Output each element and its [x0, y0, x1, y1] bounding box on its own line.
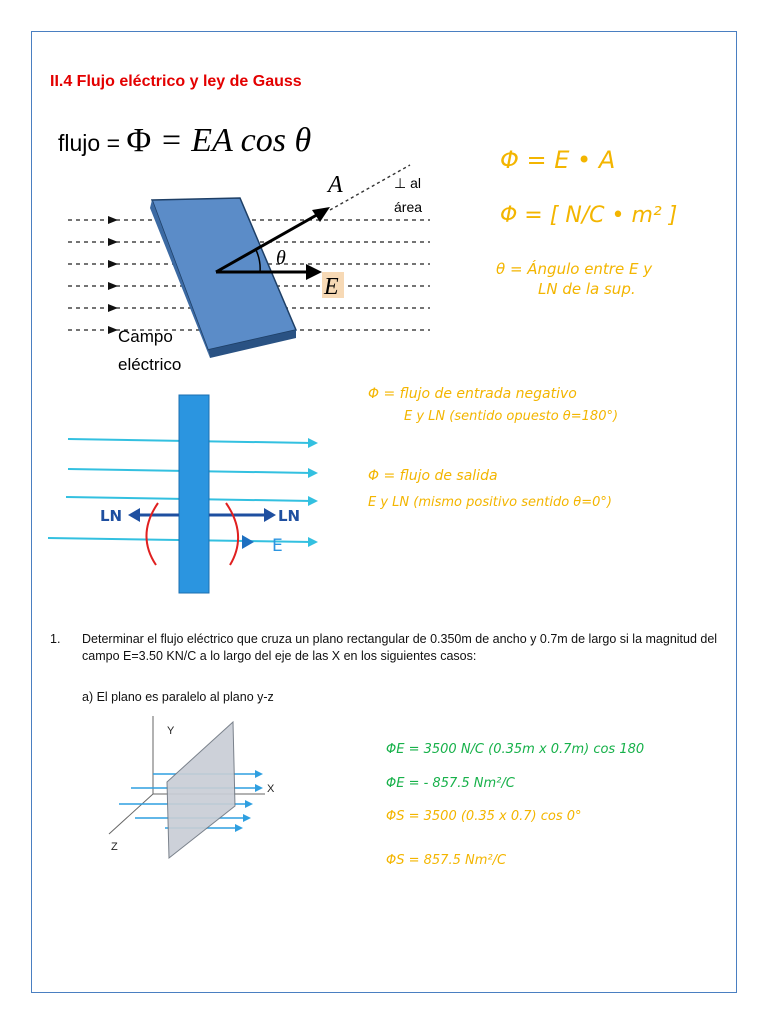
- note-flux-definition: Φ = E • A: [500, 146, 616, 174]
- solution-line-1: ΦE = 3500 N/C (0.35m x 0.7m) cos 180: [386, 742, 645, 757]
- problem-text: Determinar el flujo eléctrico que cruza un plano rectangular de 0.350m de ancho y 0.7m de largo si la magnitud del campo E=3.50 KN/C a lo largo del eje de las X en los siguientes casos:: [82, 632, 718, 663]
- axes-plane-diagram: [95, 712, 295, 862]
- angle-arc-right: [226, 503, 238, 565]
- note-angle-1: θ = Ángulo entre E y: [496, 260, 653, 278]
- section-title: II.4 Flujo eléctrico y ley de Gauss: [50, 73, 302, 90]
- note-angle-2: LN de la sup.: [538, 280, 636, 298]
- field-arrowheads: [108, 216, 118, 334]
- ln-left-label: LN: [100, 507, 123, 525]
- problem-number: 1.: [50, 632, 61, 646]
- note-flux-units: Φ = [ N/C • m² ]: [500, 203, 678, 228]
- note-negative-condition: E y LN (sentido opuesto θ=180°): [404, 409, 619, 424]
- ln-right-label: LN: [278, 507, 301, 525]
- perp-label-1: ⊥ al: [394, 175, 421, 191]
- vector-A-label: A: [328, 172, 343, 198]
- solution-handwriting-yellow: [380, 790, 660, 890]
- electrico-label: eléctrico: [118, 355, 182, 374]
- axis-y-label: Y: [167, 725, 175, 737]
- case-a-label: a) El plano es paralelo al plano y-z: [82, 690, 274, 704]
- yz-plane: [167, 722, 235, 858]
- axis-x-label: X: [267, 783, 275, 795]
- vertical-plate: [179, 395, 209, 593]
- flux-marker: [242, 535, 254, 549]
- x-arrowheads: [235, 770, 263, 832]
- flux-formula: [58, 122, 311, 160]
- plate-normal-diagram: [40, 395, 330, 595]
- solution-line-2: ΦE = - 857.5 Nm²/C: [386, 776, 515, 791]
- theta-label: θ: [276, 247, 286, 269]
- note-negative-flux: Φ = flujo de entrada negativo: [368, 386, 577, 402]
- vector-E-label: E: [324, 274, 339, 300]
- e-vector-label: E: [272, 536, 283, 556]
- flux-plate-diagram: [60, 160, 450, 380]
- perp-label-2: área: [394, 199, 423, 215]
- cyan-arrowheads: [308, 438, 318, 547]
- yellow-notes-top: [490, 130, 730, 300]
- note-positive-condition: E y LN (mismo positivo sentido θ=0°): [368, 495, 612, 510]
- yellow-notes-flux-sign: [360, 370, 720, 520]
- solution-line-3: ΦS = 3500 (0.35 x 0.7) cos 0°: [386, 809, 582, 824]
- angle-arc-left: [146, 503, 158, 565]
- axis-z-label: Z: [111, 841, 118, 853]
- formula-rhs: = EA cos θ: [151, 122, 312, 159]
- formula-label: flujo =: [58, 130, 127, 156]
- campo-label: Campo: [118, 327, 173, 346]
- formula-phi: Φ: [126, 122, 152, 159]
- normal-right-arrow: [209, 508, 276, 522]
- solution-line-4: ΦS = 857.5 Nm²/C: [386, 853, 507, 868]
- note-outflux: Φ = flujo de salida: [368, 468, 498, 484]
